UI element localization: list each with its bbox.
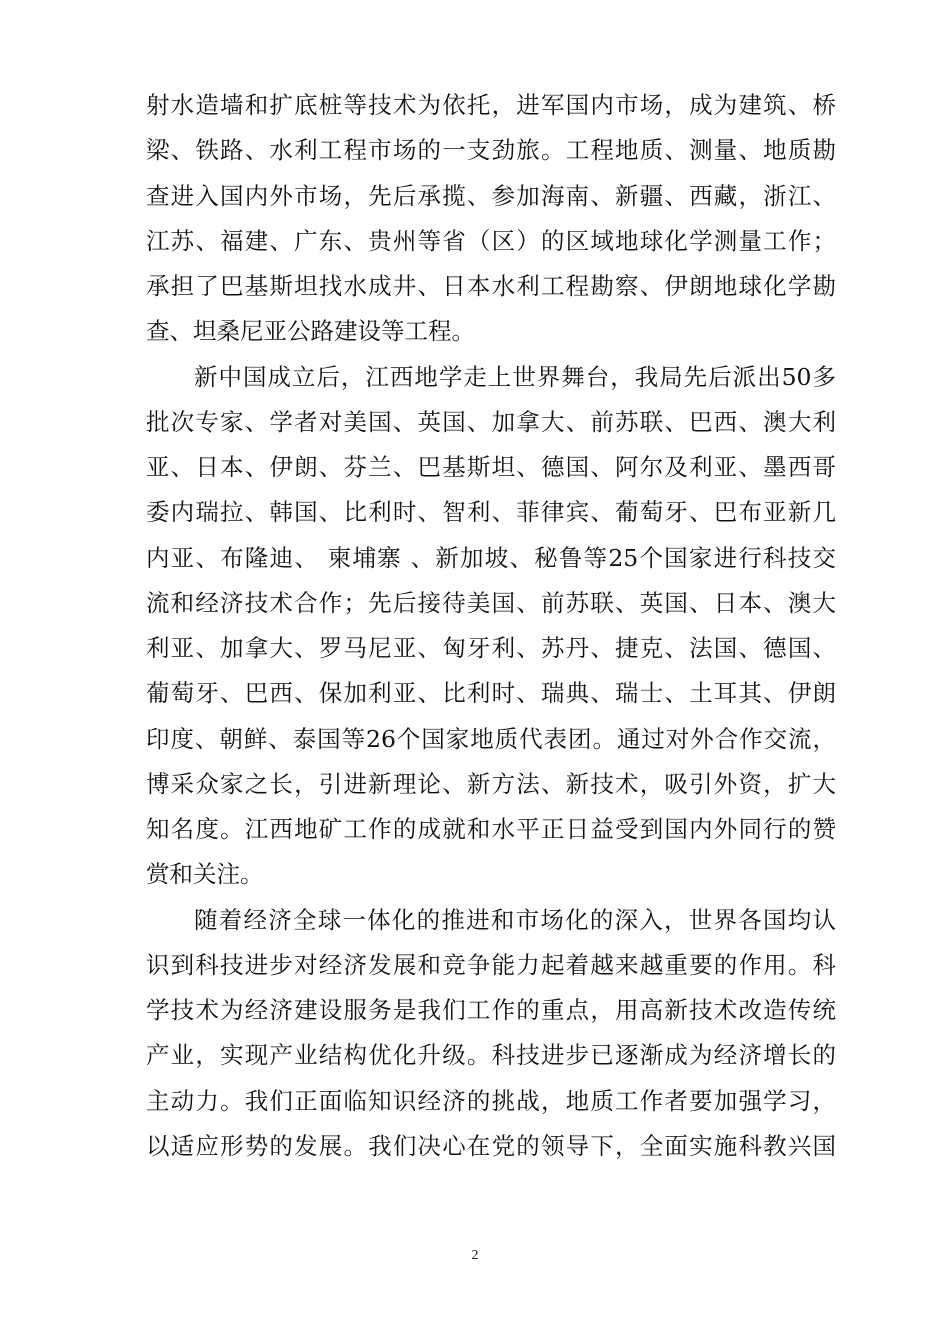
- paragraph-3-line-6: 以适应形势的发展。我们决心在党的领导下，全面实施科教兴国: [146, 1132, 836, 1160]
- paragraph-3-line-2: 识到科技进步对经济发展和竞争能力起着越来越重要的作用。科: [146, 951, 836, 979]
- paragraph-3-line-5: 主动力。我们正面临知识经济的挑战，地质工作者要加强学习，: [146, 1087, 836, 1115]
- paragraph-1-line-5: 承担了巴基斯坦找水成井、日本水利工程勘察、伊朗地球化学勘: [146, 272, 836, 300]
- paragraph-2-line-8: 葡萄牙、巴西、保加利亚、比利时、瑞典、瑞士、土耳其、伊朗: [146, 679, 836, 707]
- paragraph-3-line-1: 随着经济全球一体化的推进和市场化的深入，世界各国均认: [194, 906, 836, 934]
- paragraph-2-line-6: 流和经济技术合作；先后接待美国、前苏联、英国、日本、澳大: [146, 589, 836, 617]
- paragraph-1-line-6: 查、坦桑尼亚公路建设等工程。: [146, 317, 475, 345]
- paragraph-3-line-4: 产业，实现产业结构优化升级。科技进步已逐渐成为经济增长的: [146, 1041, 836, 1069]
- paragraph-2-line-2: 批次专家、学者对美国、英国、加拿大、前苏联、巴西、澳大利: [146, 408, 836, 436]
- paragraph-2-line-5: 内亚、布隆迪、 柬埔寨 、新加坡、秘鲁等25个国家进行科技交: [146, 544, 836, 572]
- paragraph-2-line-1: 新中国成立后，江西地学走上世界舞台，我局先后派出50多: [194, 363, 836, 391]
- paragraph-2-line-3: 亚、日本、伊朗、芬兰、巴基斯坦、德国、阿尔及利亚、墨西哥: [146, 453, 836, 481]
- paragraph-2-line-10: 博采众家之长，引进新理论、新方法、新技术，吸引外资，扩大: [146, 770, 836, 798]
- paragraph-1-line-3: 查进入国内外市场，先后承揽、参加海南、新疆、西藏，浙江、: [146, 182, 836, 210]
- paragraph-2-line-7: 利亚、加拿大、罗马尼亚、匈牙利、苏丹、捷克、法国、德国、: [146, 634, 836, 662]
- paragraph-1-line-1: 射水造墙和扩底桩等技术为依托，进军国内市场，成为建筑、桥: [146, 91, 836, 119]
- paragraph-3-line-3: 学技术为经济建设服务是我们工作的重点，用高新技术改造传统: [146, 996, 836, 1024]
- paragraph-2-line-12: 赏和关注。: [146, 860, 264, 888]
- paragraph-2-line-11: 知名度。江西地矿工作的成就和水平正日益受到国内外同行的赞: [146, 815, 836, 843]
- paragraph-1-line-2: 梁、铁路、水利工程市场的一支劲旅。工程地质、测量、地质勘: [146, 136, 836, 164]
- paragraph-2-line-4: 委内瑞拉、韩国、比利时、智利、菲律宾、葡萄牙、巴布亚新几: [146, 498, 836, 526]
- page-number: 2: [471, 1248, 479, 1263]
- paragraph-2-line-9: 印度、朝鲜、泰国等26个国家地质代表团。通过对外合作交流，: [146, 725, 836, 753]
- paragraph-1-line-4: 江苏、福建、广东、贵州等省（区）的区域地球化学测量工作；: [146, 227, 836, 255]
